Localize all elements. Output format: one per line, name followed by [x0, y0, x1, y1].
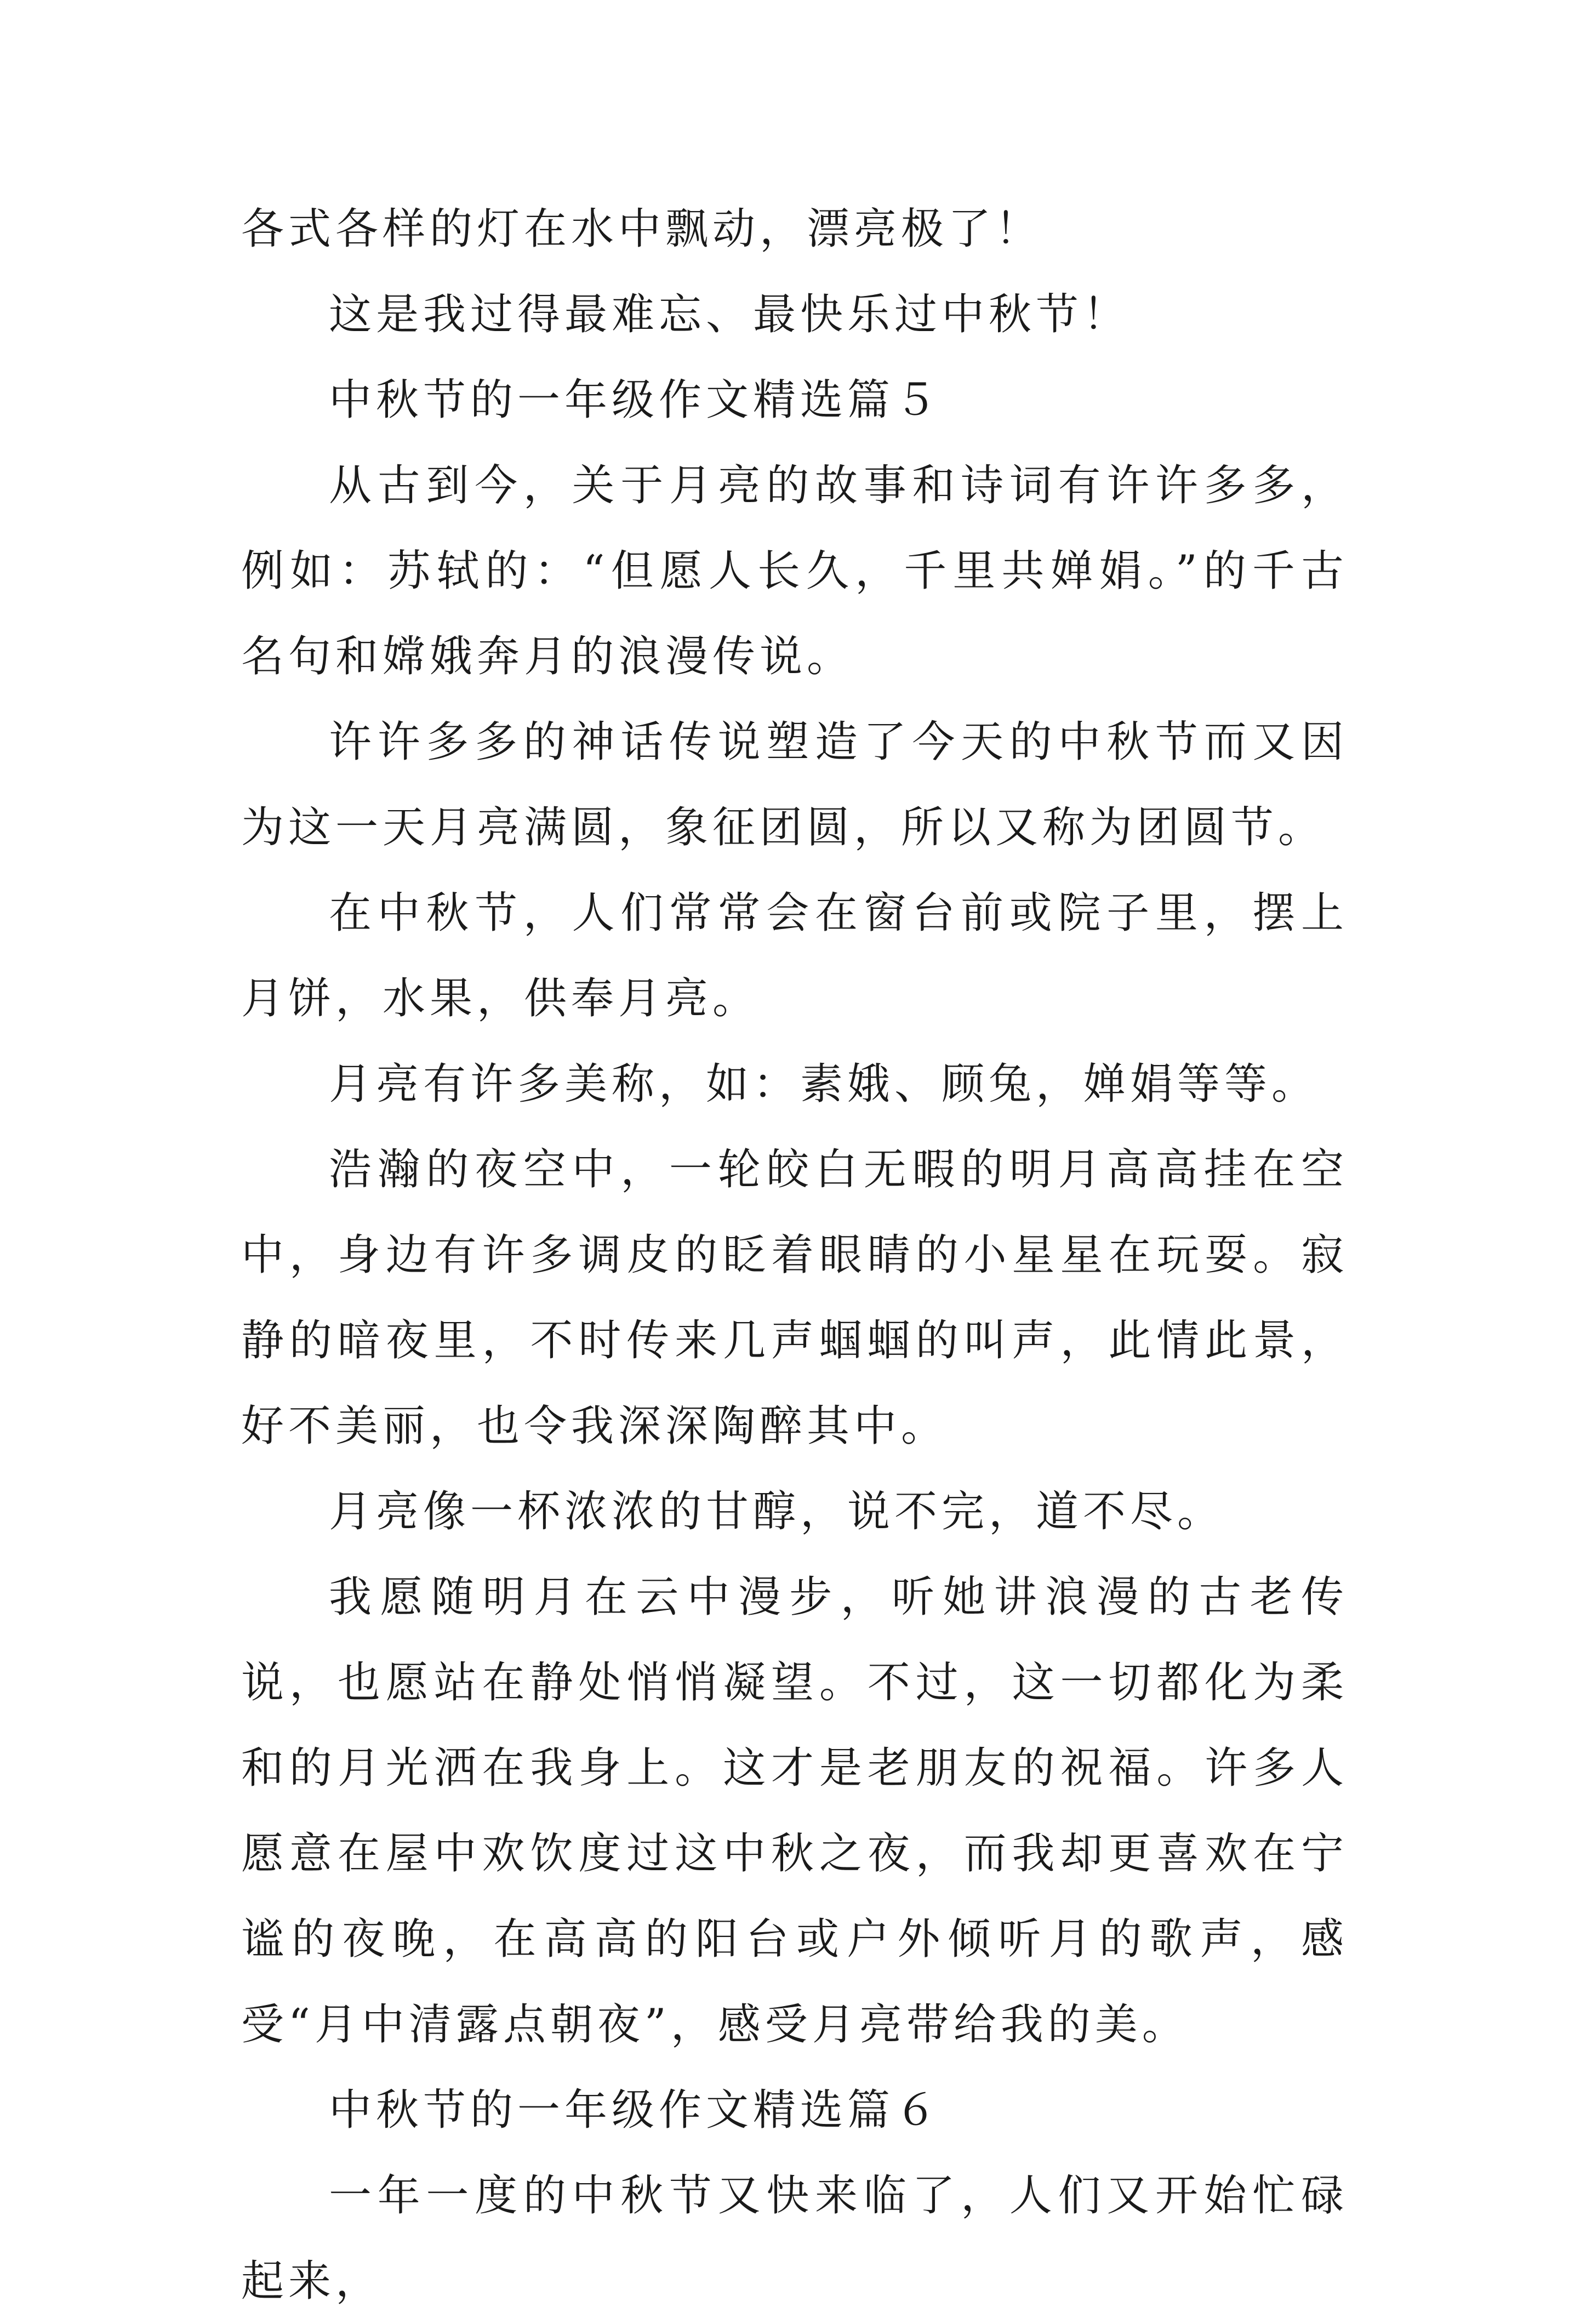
paragraph-9: 我愿随明月在云中漫步，听她讲浪漫的古老传说，也愿站在静处悄悄凝望。不过，这一切都化为柔和的月光洒在我身上。这才是老朋友的祝福。许多人愿意在屋中欢饮度过这中秋之夜，而我却更喜欢在宁谧的夜晚，在高高的阳台或户外倾听月的歌声，感受“月中清露点朝夜”，感受月亮带给我的美。: [241, 1573, 1348, 2049]
paragraph-8: 月亮像一杯浓浓的甘醇，说不完，道不尽。: [329, 1487, 1225, 1536]
section-heading-6: 中秋节的一年级作文精选篇６: [329, 2086, 942, 2135]
paragraph-5: 在中秋节，人们常常会在窗台前或院子里，摆上月饼，水果，供奉月亮。: [241, 888, 1348, 1023]
document-body: [241, 186, 1348, 2324]
paragraph-10: 一年一度的中秋节又快来临了，人们又开始忙碌起来，: [241, 2171, 1348, 2306]
paragraph-4: 许许多多的神话传说塑造了今天的中秋节而又因为这一天月亮满圆，象征团圆，所以又称为团圆节。: [241, 717, 1348, 852]
section-heading-5: 中秋节的一年级作文精选篇５: [329, 375, 942, 425]
paragraph-6: 月亮有许多美称，如：素娥、顾兔，婵娟等等。: [329, 1060, 1319, 1109]
paragraph-2: 这是我过得最难忘、最快乐过中秋节！: [329, 290, 1131, 339]
paragraph-3: 从古到今，关于月亮的故事和诗词有许许多多，例如：苏轼的：“但愿人长久，千里共婵娟。”的千古名句和嫦娥奔月的浪漫传说。: [241, 461, 1348, 681]
paragraph-7: 浩瀚的夜空中，一轮皎白无暇的明月高高挂在空中，身边有许多调皮的眨着眼睛的小星星在玩耍。寂静的暗夜里，不时传来几声蝈蝈的叫声，此情此景，好不美丽，也令我深深陶醉其中。: [241, 1145, 1348, 1451]
paragraph-1: 各式各样的灯在水中飘动，漂亮极了！: [241, 204, 1043, 254]
